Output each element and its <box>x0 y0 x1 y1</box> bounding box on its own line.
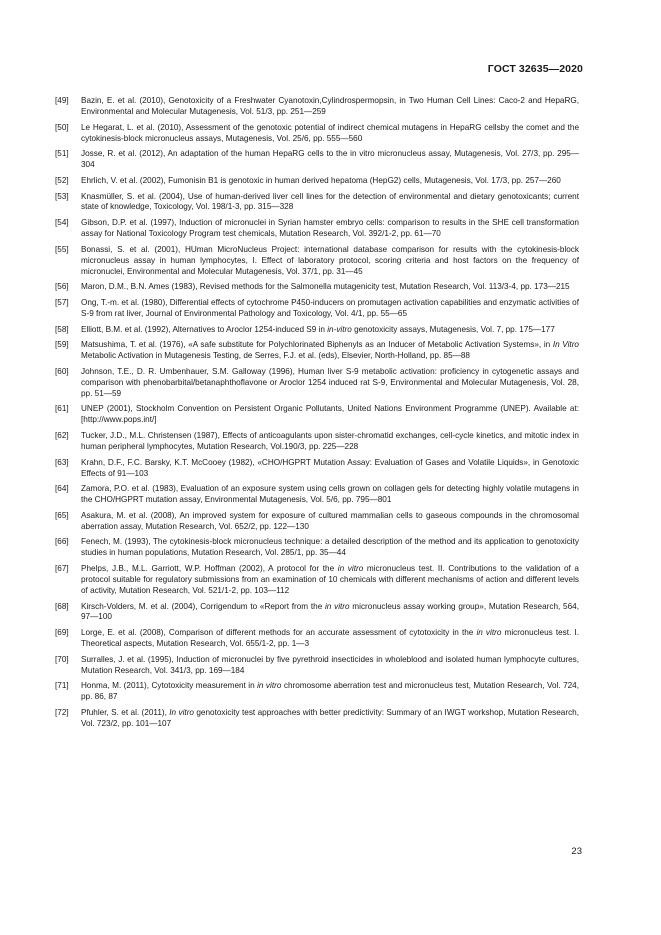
reference-item <box>55 298 579 320</box>
reference-text-segment: Bazin, E. et al. (2010), Genotoxicity of a Freshwater Cyanotoxin,Cylindrospermopsin, in Two Human Cell Lines: Caco-2 and HepaRG, Environmental and Molecular Mutagenesis, Vol. 51/3, pp. 251—259 <box>81 96 579 116</box>
reference-number: [62] <box>55 431 69 441</box>
reference-number: [72] <box>55 708 69 718</box>
reference-item <box>55 176 579 187</box>
reference-text <box>81 655 579 677</box>
reference-text <box>81 602 579 624</box>
reference-text <box>81 537 579 559</box>
reference-item <box>55 282 579 293</box>
reference-text-segment: Phelps, J.B., M.L. Garriott, W.P. Hoffman (2002), A protocol for the <box>81 564 338 574</box>
reference-number: [51] <box>55 149 69 159</box>
reference-text <box>81 245 579 278</box>
reference-text <box>81 96 579 118</box>
reference-text-segment: Surralles, J. et al. (1995), Induction of micronuclei by five pyrethroid insecticides in wholeblood and isolated human lymphocyte cultures, Mutation Research, Vol. 341/3, pp. 169—184 <box>81 654 579 675</box>
reference-text-segment: Le Hegarat, L. et al. (2010), Assessment of the genotoxic potential of indirect chemical mutagens in HepaRG cellsby the comet and the cytokinesis-block micronucleus assays, Mutagenesis, Vol. 25/6, pp. 555—560 <box>81 122 579 143</box>
reference-number: [61] <box>55 404 69 414</box>
reference-text-segment: Metabolic Activation in Mutagenesis Testing, de Serres, F.J. et al. (eds), Elsevier, North-Holland, pp. 85—88 <box>81 351 470 361</box>
reference-number: [65] <box>55 510 69 520</box>
reference-text <box>81 708 579 730</box>
reference-number: [52] <box>55 175 69 185</box>
reference-text <box>81 340 579 362</box>
reference-item <box>55 218 579 240</box>
reference-number: [57] <box>55 297 69 307</box>
reference-number: [66] <box>55 537 69 547</box>
reference-number: [53] <box>55 191 69 201</box>
reference-number: [58] <box>55 324 69 334</box>
reference-text <box>81 431 579 453</box>
reference-text-segment: Honma, M. (2011), Cytotoxicity measurement in <box>81 681 258 691</box>
reference-text-italic: in vitro <box>257 681 282 691</box>
reference-text-segment: micronucleus test. II. Contributions to the validation of a protocol suitable for regulatory submissions from an examination of 10 chemicals with different mechanisms of action and different levels of activity, Mutation Research, Vol. 521/1-2, pp. 103—112 <box>81 564 579 595</box>
reference-text-segment: Maron, D.M., B.N. Ames (1983), Revised methods for the Salmonella mutagenicity test, Mutation Research, Vol. 113/3-4, pp. 173—215 <box>81 282 570 292</box>
page-number: 23 <box>571 846 582 857</box>
reference-text-segment: Bonassi, S. et al. (2001), HUman MicroNucleus Project: international database comparison for results with the cytokinesis-block micronucleus assay in human lymphocytes, I. Effect of laboratory protocol, scoring criteria and host factors on the frequency of micronuclei, Environmental and Molecular Mutagenesis, Vol. 37/1, pp. 31—45 <box>81 244 579 276</box>
reference-text <box>81 628 579 650</box>
reference-text-italic: in vitro <box>337 564 364 574</box>
reference-text <box>81 367 579 400</box>
reference-number: [64] <box>55 484 69 494</box>
reference-text-segment: Gibson, D.P. et al. (1997), Induction of micronuclei in Syrian hamster embryo cells: comparison to results in the SHE cell transformation assay for National Toxicology Program test chemicals, Mutation Research, Vol. 392/1-2, pp. 61—70 <box>81 218 579 239</box>
reference-text <box>81 176 579 187</box>
reference-text-segment: Krahn, D.F., F.C. Barsky, K.T. McCooey (1982), «CHO/HGPRT Mutation Assay: Evaluation of Gases and Volatile Liquids», in Genotoxic Effects of 91—103 <box>81 457 579 478</box>
standard-designation: ГОСТ 32635—2020 <box>487 63 583 75</box>
reference-text <box>81 458 579 480</box>
reference-text-italic: In vitro <box>169 708 194 718</box>
reference-text <box>81 404 579 426</box>
reference-item <box>55 708 579 730</box>
reference-number: [56] <box>55 282 69 292</box>
reference-list <box>55 96 579 735</box>
reference-number: [54] <box>55 218 69 228</box>
reference-text <box>81 149 579 171</box>
reference-text <box>81 282 579 293</box>
reference-number: [59] <box>55 340 69 350</box>
reference-text <box>81 325 579 336</box>
reference-text-segment: Pfuhler, S. et al. (2011), <box>81 708 170 718</box>
reference-text-segment: genotoxicity assays, Mutagenesis, Vol. 7, pp. 175—177 <box>351 324 555 334</box>
reference-item <box>55 484 579 506</box>
reference-number: [49] <box>55 96 69 105</box>
reference-item <box>55 431 579 453</box>
reference-text <box>81 298 579 320</box>
reference-text <box>81 484 579 506</box>
reference-text <box>81 511 579 533</box>
reference-number: [68] <box>55 601 69 611</box>
reference-item <box>55 192 579 214</box>
reference-text <box>81 218 579 240</box>
reference-text-segment: genotoxicity test approaches with better predictivity: Summary of an IWGT workshop, Mutation Research, Vol. 723/2, pp. 101—107 <box>81 708 579 728</box>
reference-text-segment: Asakura, M. et al. (2008), An improved system for exposure of cultured mammalian cells to gaseous compounds in the chromosomal aberration assay, Mutation Research, Vol. 652/2, pp. 122—130 <box>81 510 579 531</box>
reference-number: [63] <box>55 457 69 467</box>
reference-text-segment: Tucker, J.D., M.L. Christensen (1987), Effects of anticoagulants upon sister-chromatid exchanges, cell-cycle kinetics, and mitotic index in human peripheral lymphocytes, Mutation Research, Vol.190/3, pp. 225—228 <box>81 431 579 451</box>
reference-item <box>55 628 579 650</box>
reference-item <box>55 340 579 362</box>
reference-text <box>81 192 579 214</box>
reference-text-italic: in vitro <box>476 628 502 638</box>
reference-text <box>81 681 579 703</box>
reference-text-segment: micronucleus assay working group», Mutation Research, 564, 97—100 <box>81 601 579 622</box>
reference-text-segment: Ehrlich, V. et al. (2002), Fumonisin B1 is genotoxic in human derived hepatoma (HepG2) cells, Mutagenesis, Vol. 17/3, pp. 257—260 <box>81 175 561 185</box>
reference-number: [60] <box>55 366 69 376</box>
reference-text <box>81 123 579 145</box>
reference-number: [67] <box>55 564 69 574</box>
reference-text-segment: chromosome aberration test and micronucleus test, Mutation Research, Vol. 724, pp. 86, 87 <box>81 681 579 702</box>
reference-item <box>55 681 579 703</box>
reference-number: [55] <box>55 244 69 254</box>
reference-number: [71] <box>55 681 69 691</box>
reference-item <box>55 511 579 533</box>
reference-text-segment: UNEP (2001), Stockholm Convention on Persistent Organic Pollutants, United Nations Environment Programme (UNEP). Available at: [http://www.pops.int/] <box>81 404 579 425</box>
reference-text-segment: Kirsch-Volders, M. et al. (2004), Corrigendum to «Report from the <box>81 601 325 611</box>
reference-text-italic: in-vitro <box>327 324 352 334</box>
reference-number: [70] <box>55 654 69 664</box>
reference-text-segment: Ong, T.-m. et al. (1980), Differential effects of cytochrome P450-inducers on promutagen activation capabilities and enzymatic activities of S-9 from rat liver, Journal of Environmental Pathology and Toxicology, Vol. 4/1, pp. 55—65 <box>81 297 579 318</box>
reference-item <box>55 149 579 171</box>
reference-text-segment: Knasmüller, S. et al. (2004), Use of human-derived liver cell lines for the detection of environmental and dietary genotoxicants; current state of knowledge, Toxicology, Vol. 198/1-3, pp. 315—328 <box>81 191 579 212</box>
reference-item <box>55 537 579 559</box>
reference-item <box>55 655 579 677</box>
reference-text-italic: in vitro <box>324 601 350 611</box>
reference-item <box>55 245 579 278</box>
reference-item <box>55 367 579 400</box>
reference-item <box>55 325 579 336</box>
reference-text <box>81 564 579 597</box>
reference-text-segment: Johnson, T.E., D. R. Umbenhauer, S.M. Galloway (1996), Human liver S-9 metabolic activation: proficiency in cytogenetic assays and comparison with phenobarbital/betanaphthoflavone or Aroclor 1254 induced rat S-9, Environmental and Molecular Mutagenesis, Vol. 28, pp. 51—59 <box>81 366 579 398</box>
reference-text-segment: Josse, R. et al. (2012), An adaptation of the human HepaRG cells to the in vitro micronucleus assay, Mutagenesis, Vol. 27/3, pp. 295—304 <box>81 149 579 170</box>
reference-text-segment: Elliott, B.M. et al. (1992), Alternatives to Aroclor 1254-induced S9 in <box>81 324 328 334</box>
reference-item <box>55 602 579 624</box>
reference-text-segment: micronucleus test. I. Theoretical aspects, Mutation Research, Vol. 655/1-2, pp. 1—3 <box>81 628 579 649</box>
reference-text-segment: Matsushima, T. et al. (1976), «A safe substitute for Polychlorinated Biphenyls as an Inducer of Metabolic Activation Systems», in <box>81 340 553 350</box>
reference-text-segment: Fenech, M. (1993), The cytokinesis-block micronucleus technique: a detailed description of the method and its application to genotoxicity studies in human populations, Mutation Research, Vol. 285/1, pp. 35—44 <box>81 537 579 558</box>
reference-number: [69] <box>55 628 69 638</box>
reference-item <box>55 123 579 145</box>
reference-text-segment: Zamora, P.O. et al. (1983), Evaluation of an exposure system using cells grown on collagen gels for detecting highly volatile mutagens in the CHO/HGPRT mutation assay, Environmental Mutagenesis, Vol. 5/6, pp. 795—801 <box>81 484 579 505</box>
reference-item <box>55 458 579 480</box>
reference-text-segment: Lorge, E. et al. (2008), Comparison of different methods for an accurate assessment of cytotoxicity in the <box>81 628 477 638</box>
reference-number: [50] <box>55 122 69 132</box>
reference-item <box>55 564 579 597</box>
reference-text-italic: In Vitro <box>552 340 579 350</box>
reference-item <box>55 96 579 118</box>
reference-item <box>55 404 579 426</box>
